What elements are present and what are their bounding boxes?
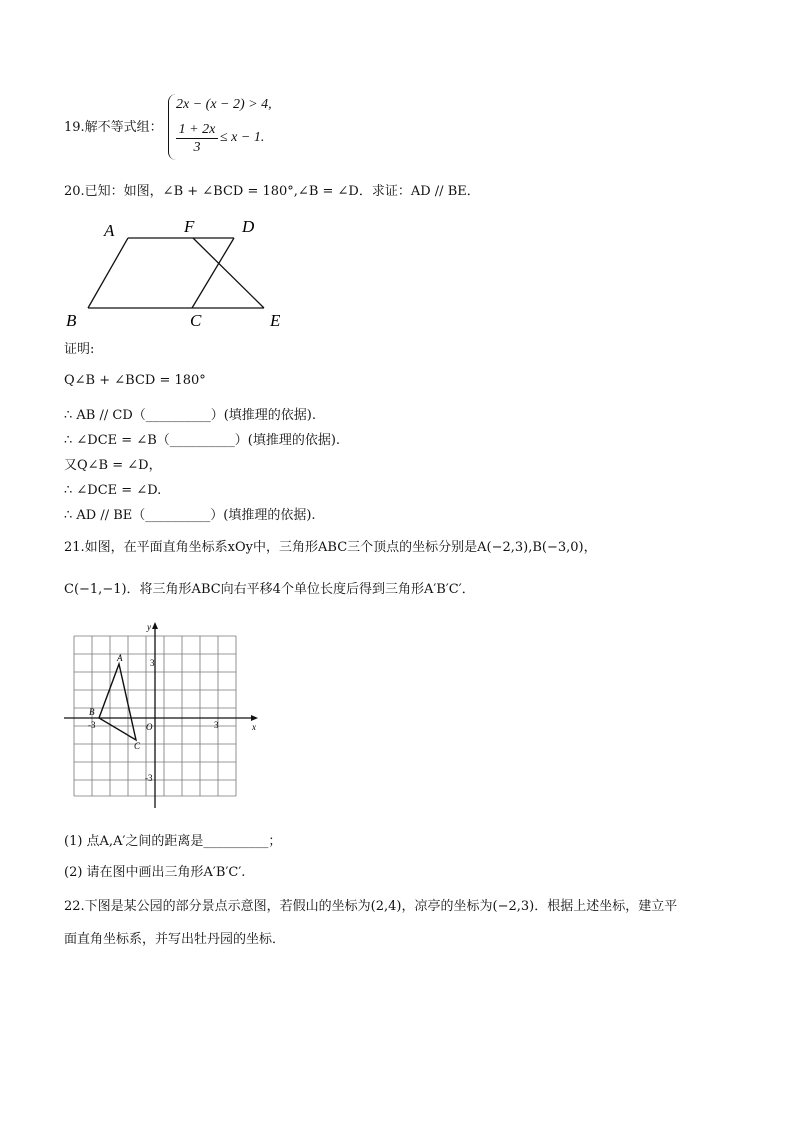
tick-label-x-3: 3 [214, 720, 219, 730]
q20-proof-step-4: 又Q∠B = ∠D， [64, 458, 162, 473]
point-label-b: B [89, 707, 95, 717]
q19-fraction-denominator: 3 [193, 140, 201, 155]
q19-label: 19.解不等式组： [64, 120, 163, 135]
axis-label-y: y [147, 622, 151, 632]
axis-label-x: x [252, 722, 256, 732]
q21-coordinate-grid [62, 618, 262, 808]
q20-proof-step-3: ∴ ∠DCE = ∠B（__________）(填推理的依据). [64, 433, 341, 448]
point-label-b: B [66, 311, 77, 330]
y-axis-arrow [152, 622, 158, 629]
point-label-c: C [134, 741, 141, 751]
point-label-a: A [117, 653, 123, 663]
q20-proof-step-1: Q∠B + ∠BCD = 180° [64, 373, 206, 388]
q21-subquestion-2: (2) 请在图中画出三角形A′B′C′. [64, 865, 246, 880]
q20-parallelogram-figure [60, 212, 300, 332]
q20-proof-step-2: ∴ AB // CD（__________）(填推理的依据). [64, 408, 317, 423]
q20-stem: 20.已知：如图，∠B + ∠BCD = 180°,∠B = ∠D．求证：AD // BE． [64, 184, 480, 199]
point-label-f: F [184, 217, 195, 236]
q21-stem-1: 21.如图，在平面直角坐标系xOy中，三角形ABC三个顶点的坐标分别是A(−2,3),B(−3,0)， [64, 540, 597, 555]
triangle-abc [99, 664, 136, 740]
point-label-e: E [270, 311, 281, 330]
q20-proof-step-5: ∴ ∠DCE = ∠D. [64, 483, 162, 498]
q19-inequality-2-rest: ≤ x − 1. [220, 130, 265, 145]
tick-label-y-3: 3 [150, 658, 155, 668]
q22-line-2: 面直角坐标系，并写出牡丹园的坐标． [64, 932, 286, 947]
tick-label-y-neg3: -3 [145, 773, 153, 783]
q20-proof-title: 证明: [64, 342, 95, 357]
point-label-d: D [242, 217, 255, 236]
segment-fe [193, 238, 264, 308]
q20-proof-step-6: ∴ AD // BE（__________）(填推理的依据). [64, 508, 316, 523]
q21-stem-2: C(−1,−1)．将三角形ABC向右平移4个单位长度后得到三角形A′B′C′． [64, 582, 475, 597]
origin-label: O [146, 722, 153, 732]
point-label-a: A [104, 221, 115, 240]
q19-inequality-1: 2x − (x − 2) > 4, [176, 97, 272, 112]
q19-fraction [176, 121, 218, 156]
x-axis-arrow [251, 715, 258, 721]
tick-label-x-neg3: -3 [88, 720, 96, 730]
q21-subquestion-1: (1) 点A,A′之间的距离是__________； [64, 834, 282, 849]
q22-line-1: 22.下图是某公园的部分景点示意图，若假山的坐标为(2,4)，凉亭的坐标为(−2,3)．根据上述坐标，建立平 [64, 899, 678, 914]
point-label-c: C [190, 311, 202, 330]
q19-fraction-numerator: 1 + 2x [176, 121, 218, 139]
segment-ab [88, 238, 128, 308]
